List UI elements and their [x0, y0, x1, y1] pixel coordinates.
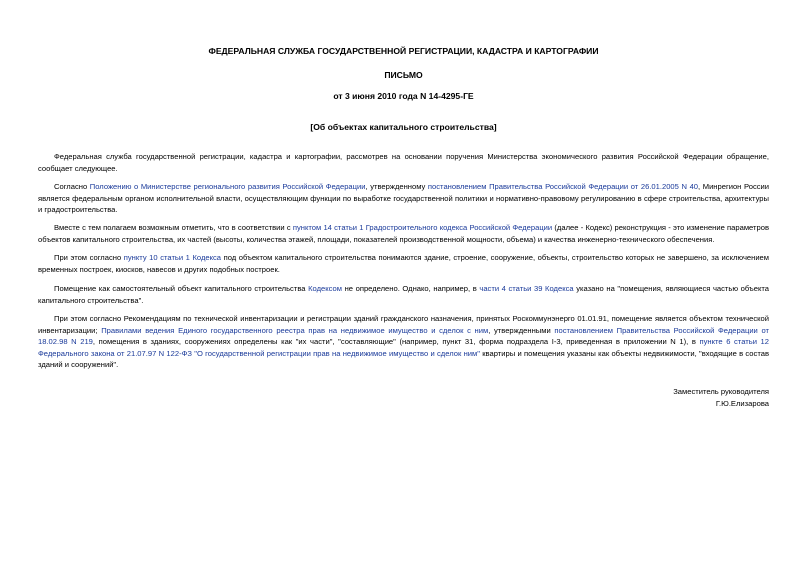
paragraph-text: под объектом капитального строительства понимаются здание, строение, сооружение, объекты, строительство которых не завершено, за исключением временных построек, киосков, навесов и других подобных построек.	[38, 253, 769, 274]
paragraph-text: Федеральная служба государственной регистрации, кадастра и картографии, рассмотрев на основании поручения Министерства экономического развития Российской Федерации обращение, сообщает следующее.	[38, 152, 769, 173]
paragraph-text: Помещение как самостоятельный объект капитального строительства	[54, 284, 309, 293]
link-government-decree-40[interactable]: постановлением Правительства Российской Федерации от 26.01.2005 N 40	[427, 182, 699, 191]
paragraph-text: Вместе с тем полагаем возможным отметить, что в соответствии с	[54, 223, 293, 232]
paragraph-3	[38, 222, 769, 245]
paragraph-text: , утвержденному	[365, 182, 428, 191]
paragraph-text: , утвержденными	[488, 325, 555, 335]
paragraph-text: (далее - Кодекс) реконструкция - это изменение параметров объектов капитального строительства, их частей (высоты, количества этажей, площади, показателей производственной мощности, объема) и качества инженерно-технического обеспечения.	[38, 223, 769, 244]
paragraph-text: указано на "помещения, являющиеся частью объекта капитального строительства".	[38, 284, 769, 305]
link-government-decree-219[interactable]: постановлением Правительства Российской Федерации от 18.02.98 N 219	[38, 325, 770, 347]
paragraph-text: не определено. Однако, например, в	[341, 284, 480, 293]
link-urban-code-art1-p14[interactable]: пунктом 14 статьи 1 Градостроительного кодекса Российской Федерации	[292, 223, 553, 232]
org-title: ФЕДЕРАЛЬНАЯ СЛУЖБА ГОСУДАРСТВЕННОЙ РЕГИСТРАЦИИ, КАДАСТРА И КАРТОГРАФИИ	[208, 46, 599, 56]
paragraph-4	[38, 252, 769, 275]
paragraph-text: , помещения в зданиях, сооружениях определены как "их части", "составляющие" (например, пункт 31, форма подраздела I-3, приведенная в приложении N 1), в	[92, 337, 700, 347]
link-code[interactable]: Кодексом	[308, 284, 342, 293]
paragraph-2	[38, 181, 769, 216]
doc-date-number: от 3 июня 2010 года N 14-4295-ГЕ	[333, 91, 474, 101]
signature-name: Г.Ю.Елизарова	[715, 399, 769, 408]
link-code-art1-p10[interactable]: пункту 10 статьи 1 Кодекса	[123, 253, 222, 262]
link-registry-rules[interactable]: Правилами ведения Единого государственного реестра прав на недвижимое имущество и сделок с ним	[101, 325, 489, 335]
signature-position: Заместитель руководителя	[673, 387, 769, 396]
doc-type: ПИСЬМО	[384, 70, 423, 80]
paragraph-text: При этом согласно	[54, 253, 124, 262]
link-federal-law-122fz[interactable]: пункте 6 статьи 12 Федерального закона от 21.07.97 N 122-ФЗ "О государственной регистрации прав на недвижимое имущество и сделок ним"	[38, 337, 769, 358]
paragraph-text: квартиры и помещения указаны как объекты недвижимости, "входящие в состав зданий и сооружений".	[38, 348, 769, 370]
doc-subject: [Об объектах капитального строительства]	[310, 122, 497, 132]
link-code-art39-p4[interactable]: части 4 статьи 39 Кодекса	[479, 284, 574, 293]
paragraph-text: , Минрегион России является федеральным органом исполнительной власти, осуществляющим функции по выработке государственной политики и нормативно-правовому регулированию в сфере строительства, архитектуры и градостроительства.	[38, 182, 770, 215]
paragraph-text: При этом согласно Рекомендациям по технической инвентаризации и регистрации зданий гражданского назначения, принятых Роскоммунэнерго 01.01.91, помещение является объектом технической инвентаризации;	[38, 314, 769, 335]
paragraph-5	[38, 283, 769, 306]
paragraph-text: Согласно	[54, 182, 90, 191]
link-ministry-regulation[interactable]: Положению о Министерстве регионального развития Российской Федерации	[89, 182, 366, 191]
paragraph-1	[38, 151, 769, 174]
paragraph-6	[38, 313, 769, 371]
